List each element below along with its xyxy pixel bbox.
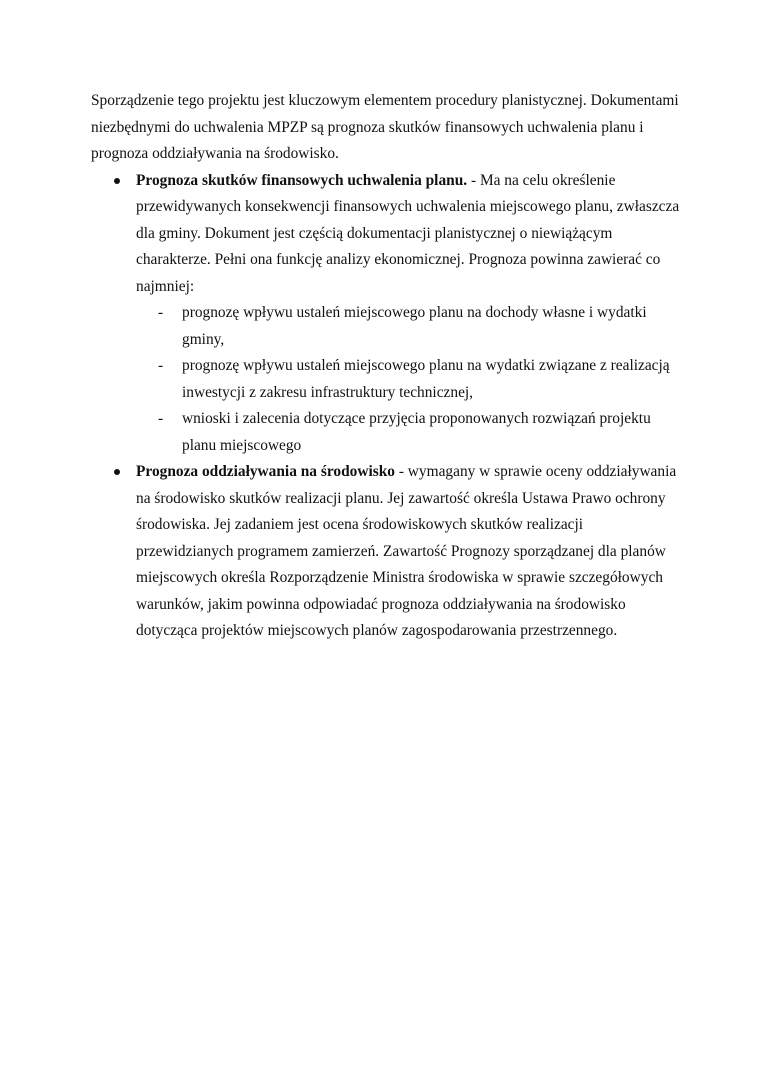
dash-item-text: prognozę wpływu ustaleń miejscowego planu na dochody własne i wydatki gminy, — [182, 304, 647, 348]
bullet-icon — [114, 469, 120, 475]
dash-marker: - — [158, 357, 164, 374]
bullet-text: - Ma na celu określenie przewidywanych konsekwencji finansowych uchwalenia miejscowego planu, zwłaszcza dla gminy. Dokument jest częścią dokumentacji planistycznej o niewiążącym charakterze. Pełni ona funkcję analizy ekonomicznej. Prognoza powinna zawierać co najmniej: — [136, 171, 680, 295]
document-body — [91, 88, 681, 645]
bullet-text: - wymagany w sprawie oceny oddziaływania na środowisko skutków realizacji planu. Jej zawartość określa Ustawa Prawo ochrony środowiska. Jej zadaniem jest ocena środowiskowych skutków realizacji przewidzianych programem zamierzeń. Zawartość Prognozy sporządzanej dla planów miejscowych określa Rozporządzenie Ministra środowiska w sprawie szczegółowych warunków, jakim powinna odpowiadać prognoza oddziaływania na środowisko dotycząca projektów miejscowych planów zagospodarowania przestrzennego. — [136, 463, 677, 639]
bullet-title: Prognoza oddziaływania na środowisko — [136, 463, 395, 480]
dash-item — [136, 353, 681, 406]
bullet-list — [91, 168, 681, 645]
dash-marker: - — [158, 304, 164, 321]
intro-paragraph: Sporządzenie tego projektu jest kluczowym elementem procedury planistycznej. Dokumentami niezbędnymi do uchwalenia MPZP są prognoza skutków finansowych uchwalenia planu i prognoza oddziaływania na środowisko. — [91, 92, 679, 162]
dash-item-text: prognozę wpływu ustaleń miejscowego planu na wydatki związane z realizacją inwestycji z zakresu infrastruktury technicznej, — [182, 357, 670, 401]
dash-marker: - — [158, 410, 164, 427]
dash-item — [136, 300, 681, 353]
dash-list — [136, 300, 681, 459]
bullet-item-environmental-forecast — [91, 459, 681, 645]
dash-item — [136, 406, 681, 459]
dash-item-text: wnioski i zalecenia dotyczące przyjęcia proponowanych rozwiązań projektu planu miejscowego — [182, 410, 651, 454]
bullet-title: Prognoza skutków finansowych uchwalenia planu. — [136, 171, 468, 189]
bullet-item-financial-forecast — [91, 168, 681, 460]
bullet-icon — [114, 178, 120, 184]
